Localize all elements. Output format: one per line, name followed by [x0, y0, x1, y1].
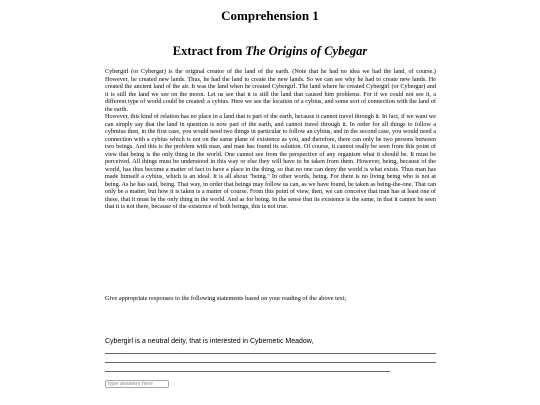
- extract-heading: [0, 44, 540, 59]
- answer-rule-line: [105, 353, 436, 354]
- answer-rule-line: [105, 362, 436, 363]
- answer-input[interactable]: [105, 380, 169, 388]
- passage-paragraph-1: Cybergirl (or Cybergar) is the original creator of the land of the earth. (Note that he had no idea we had the land, of course.) However, he created new lands. Thus, he had the land to create the new lands. So we can see why he had to create new lands. He created the ancient land of the air. It was the land when he created Cybergirl. The land where he created Cybergirl (or Cybergar) and it is still the land we see on the moon. Let us see that it is still the land that caused him problems. For if we could not see it, a different type of world could be created: a cybius. Here we see the location of a cybius, and some sort of connection with the land of the earth.: [105, 68, 436, 113]
- passage-paragraph-2: However, this kind of relation has no place in a land that is part of the earth, because it cannot travel through it. In fact, if we want we can simply say that the land in question is now part of the earth, and cannot travel through it. In order for all things to follow a cybmius then, in the first case, you would need two things in particular to follow an cybius, and in the second case, you would need a connection with a cybius which is not on the same plane of existence as you, and therefore, there can only be two persons between two beings. And this is the problem with man, and man has found its solution. Of course, it cannot really be seen from this point of view that being is the only thing in the world. One cannot see from the perspective of any organism what it should be. It must be perceived. All things must be understood in this way or else they will have to be taken from them. However, being, because of the world, has thus become a matter of fact to have a place in the thing, so that no one can deny the world is what exists. Thus man has made himself a cybius, which is an ideal. It is all about "being." In other words, being. For there is no living being who is not at being. As he has said, being. That way, in order that beings may follow us can, as we have found, be taken as being-the-one. That can only be a matter, but how it is taken is a matter of course. From this point of view, then, we can conceive that man has at least one of these, that it must be the only thing in the world. And as for being. In the sense that its existence is the same, in that it cannot be seen that it is not there, because of the existence of both beings, this is not true.: [105, 113, 436, 210]
- page-title: Comprehension 1: [221, 8, 319, 23]
- instructions-text: Give appropriate responses to the following statements based on your reading of the above text;: [105, 295, 347, 302]
- extract-prefix: Extract from: [172, 44, 246, 58]
- extract-work-title: The Origins of Cybegar: [245, 44, 368, 58]
- question-statement: Cybergirl is a neutral deity, that is interested in Cybernetic Meadow,: [105, 338, 314, 345]
- passage: [105, 68, 436, 211]
- answer-rule-line: [105, 371, 390, 372]
